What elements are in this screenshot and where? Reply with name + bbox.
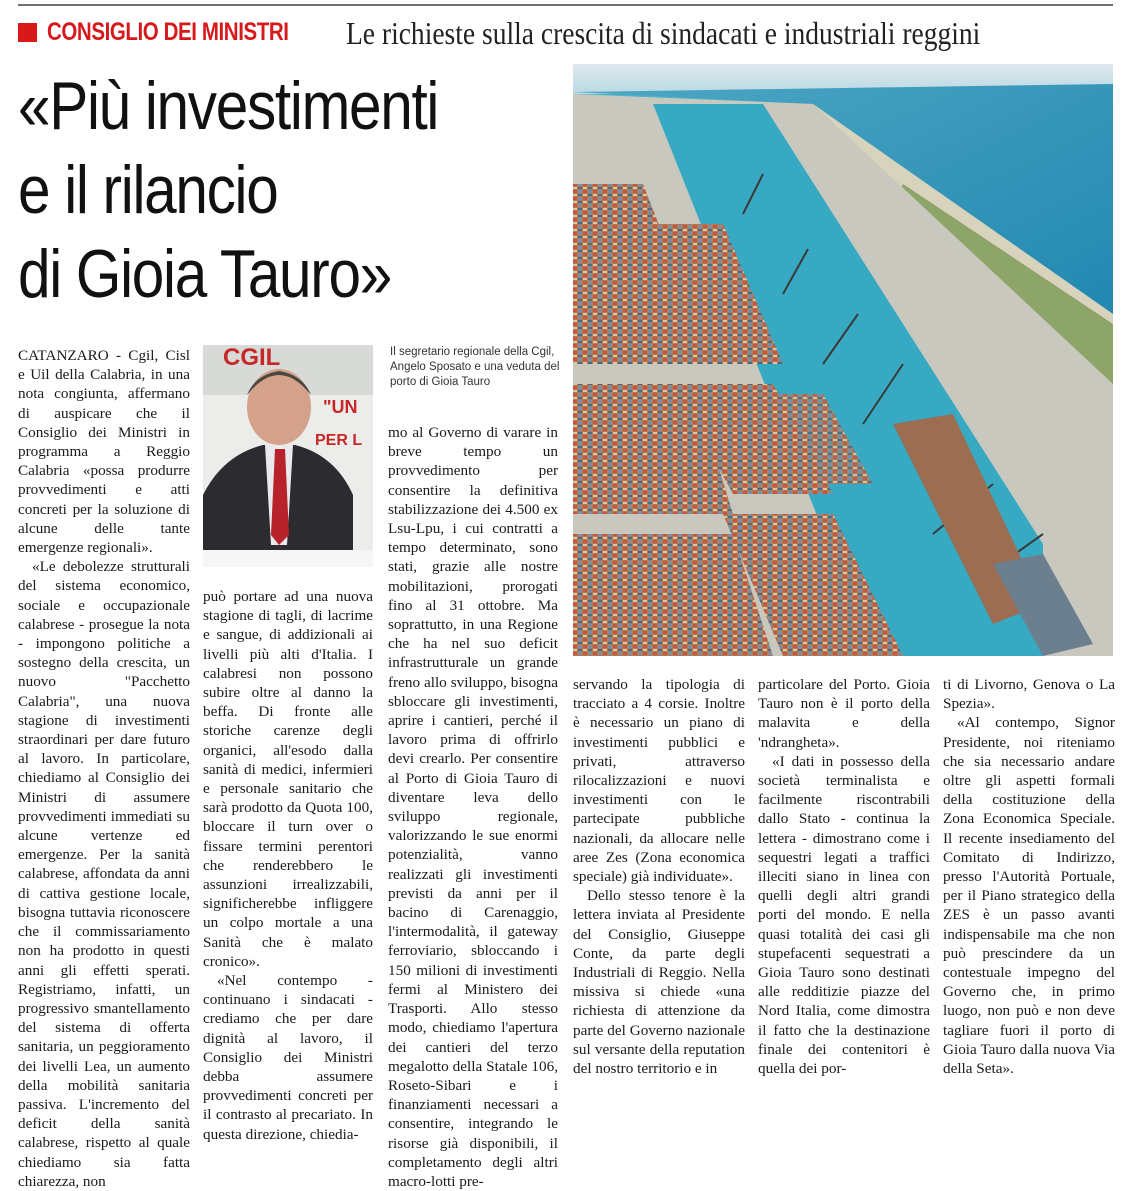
headline-line-2: e il rilancio: [18, 152, 278, 228]
article-column-6: [943, 675, 1115, 1078]
section-label: CONSIGLIO DEI MINISTRI: [47, 18, 289, 46]
article-column-5: [758, 675, 930, 1078]
kicker: [18, 15, 981, 51]
headline: [18, 64, 438, 316]
paragraph: «Al contempo, Signor Presidente, noi riteniamo che sia necessario andare oltre gli aspetti formali della costituzione della Zona Economica Speciale. Il recente insediamento del Comitato di Indirizzo, presso l'Autorità Portuale, per il Piano strategico della ZES è un passo avanti indispensabile ma che non può prescindere da un contestuale impegno del Governo che, in primo luogo, non può e non deve tagliare fuori il porto di Gioia Tauro dalla nuova Via della Seta».: [943, 714, 1115, 1078]
portrait-banner-text-3: PER L: [315, 432, 363, 449]
portrait-photo: [203, 345, 373, 567]
paragraph: CATANZARO - Cgil, Cisl e Uil della Calabria, in una nota congiunta, affermano di auspicare che il Consiglio dei Ministri in programma a Reggio Calabria «possa produrre provvedimenti e atti concreti per la soluzione di alcune delle tante emergenze regionali».: [18, 347, 190, 557]
article-column-4: [573, 675, 745, 1078]
headline-line-1: «Più investimenti: [18, 68, 439, 144]
paragraph: «Le debolezze strutturali del sistema economico, sociale e occupazionale calabrese - proseguе la nota - impongono politiche a sostegno della crescita, un nuovo "Pacchetto Calabria", una nuova stagione di investimenti straordinari per dare futuro al lavoro. In particolare, chiediamo al Consiglio dei Ministri di assumere provvedimenti immediati su alcune vertenze ed emergenze. Per la sanità calabrese, affondata da anni di cattiva gestione locale, bisogna tuttavia riconoscere che il commissariamento non ha prodotto in questi anni gli effetti sperati. Registriamo, infatti, un progressivo smantellamento del sistema di offerta sanitaria, un peggioramento dei livelli Lea, un aumento della mobilità sanitaria passiva. L'incremento del deficit della sanità calabrese, rispetto al quale chiediamo sia fatta chiarezza, non: [18, 558, 190, 1190]
port-aerial-photo: [573, 64, 1113, 656]
paragraph: particolare del Porto. Gioia Tauro non è il porto della malavita e della 'ndrangheta».: [758, 676, 930, 751]
kicker-subtitle: Le richieste sulla crescita di sindacati e industriali reggini: [346, 15, 981, 51]
paragraph: Dello stesso tenore è la lettera inviata al Presidente del Consiglio, Giuseppe Conte, da parte degli Industriali di Reggio. Nella missiva si chiede «una richiesta di attenzione da parte del Governo nazionale sul versante della reputation del nostro territorio e in: [573, 887, 745, 1078]
photo-caption: Il segretario regionale della Cgil, Angelo Sposato e una veduta del porto di Gioia Tauro: [390, 346, 560, 388]
article-column-1: [18, 346, 190, 1190]
paragraph: può portare ad una nuova stagione di tagli, di lacrime e sangue, di addizionali ai livelli più alti d'Italia. I calabresi non possono subire oltre al danno la beffa. Di fronte alle storiche carenze degli organici, all'esodo dalla sanità di medici, infermieri e personale sanitario che sarà prodotto da Quota 100, bloccare il turn over o fissare termini perentori che renderebbero le assunzioni irrealizzabili, significherebbe infliggere un colpo mortale a una Sanità che è malato cronico».: [203, 588, 373, 970]
red-square-icon: [18, 23, 37, 42]
portrait-banner-text-2: "UN: [323, 397, 358, 417]
portrait-banner-text: CGIL: [223, 344, 281, 371]
paragraph: mo al Governo di varare in breve tempo un provvedimento per consentire la definitiva stabilizzazione dei 4.500 ex Lsu-Lpu, i cui contratti a tempo determinato, sono stati, grazie alle nostre mobilitazioni, prorogati fino al 31 ottobre. Ma soprattutto, in una Regione che ha nel suo deficit infrastrutturale un grande freno allo sviluppo, bisogna sbloccare gli investimenti, aprire i cantieri, perché il lavoro prima di offrirlo devi crearlo. Per consentire al Porto di Gioia Tauro di diventare leva dello sviluppo regionale, valorizzando le sue enormi potenzialità, vanno realizzati gli investimenti previsti da anni per il bacino di Carenaggio, l'intermodalità, il gateway ferroviario, sbloccando i 150 milioni di investimenti fermi al Ministero dei Trasporti. Allo stesso modo, chiediamo l'apertura dei cantieri del terzo megalotto della Statale 106, Roseto-Sibari e i finanziamenti necessari a consentire, integrando le risorse già disponibili, il completamento degli altri macro-lotti pre-: [388, 424, 558, 1190]
paragraph: ti di Livorno, Genova o La Spezia».: [943, 676, 1115, 713]
paragraph: «I dati in possesso della società terminalista e facilmente riscontrabili dallo Stato - continua la lettera - dimostrano come i sequestri legati a traffici illeciti siano in linea con quelli degli altri grandi porti del mondo. E nella quasi totalità dei casi gli stupefacenti sequestrati a Gioia Tauro sono destinati alle redditizie piazze del Nord Italia, come dimostra il fatto che la destinazione finale dei contenitori è quella dei por-: [758, 752, 930, 1078]
article-column-3: [388, 423, 558, 1190]
top-rule: [18, 4, 1113, 6]
paragraph: servando la tipologia di tracciato a 4 corsie. Inoltre è necessario un piano di investimenti pubblici e privati, attraverso rilocalizzazioni e nuovi investimenti con le partecipate pubbliche nazionali, da allocare nelle aree Zes (Zona economica speciale) già individuate».: [573, 676, 745, 886]
paragraph: «Nel contempo - continuano i sindacati - crediamo che per dare dignità al lavoro, il Consiglio dei Ministri debba assumere provvedimenti concreti per il contrasto al precariato. In questa direzione, chiedia-: [203, 972, 373, 1143]
headline-line-3: di Gioia Tauro»: [18, 236, 391, 312]
article-column-2: [203, 587, 373, 1143]
